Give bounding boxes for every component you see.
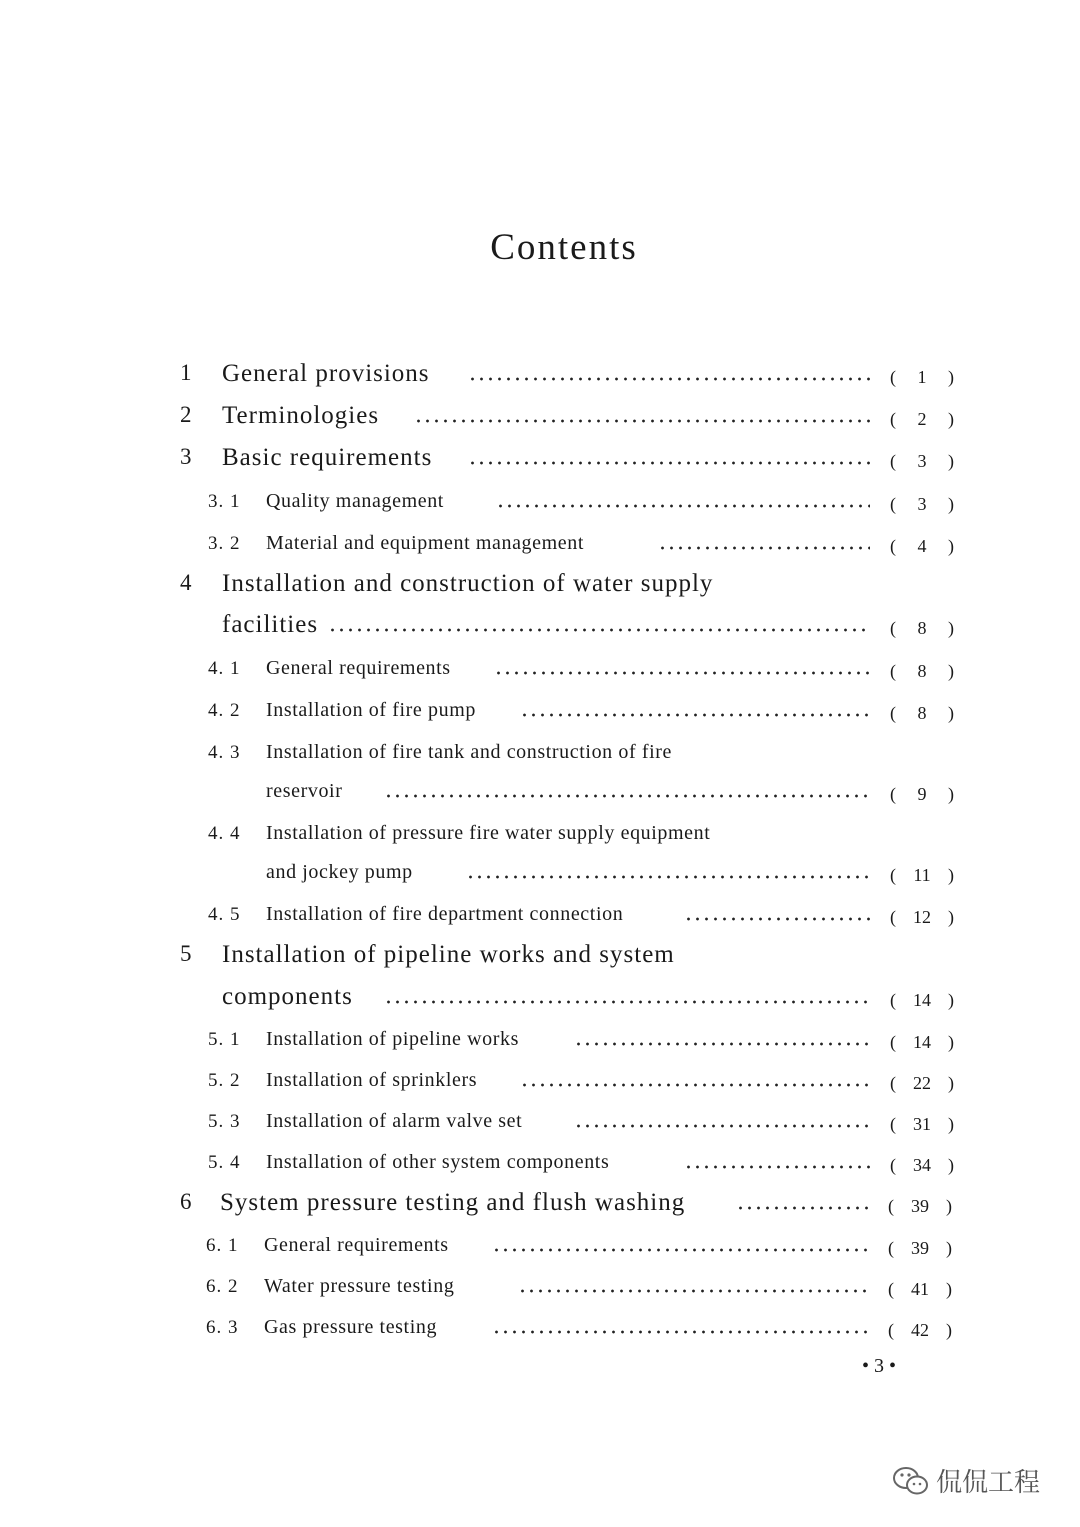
toc-number: 3. 1 bbox=[208, 491, 241, 512]
toc-title: Quality management bbox=[266, 490, 444, 512]
page-title: Contents bbox=[490, 227, 638, 268]
toc-page: ( 22 ) bbox=[890, 1073, 954, 1093]
toc-number: 6. 3 bbox=[206, 1317, 239, 1338]
toc-number: 4. 4 bbox=[208, 823, 241, 844]
toc-title: Installation of pipeline works bbox=[266, 1028, 519, 1050]
wechat-icon bbox=[892, 1465, 930, 1497]
toc-title: Gas pressure testing bbox=[264, 1316, 438, 1338]
toc-entry[interactable] bbox=[208, 527, 954, 557]
toc-page: ( 3 ) bbox=[890, 451, 954, 471]
toc-entry[interactable] bbox=[208, 1023, 954, 1053]
toc-entry[interactable] bbox=[180, 442, 954, 472]
toc-number: 5. 1 bbox=[208, 1029, 241, 1050]
toc-number: 5. 4 bbox=[208, 1152, 241, 1173]
leader-dots bbox=[684, 916, 870, 922]
toc-title: Installation of pressure fire water supply equipment bbox=[266, 822, 711, 844]
toc-title: Installation and construction of water supply bbox=[222, 570, 714, 597]
toc-entry[interactable] bbox=[208, 485, 954, 515]
leader-dots bbox=[384, 793, 870, 799]
toc-entry[interactable] bbox=[180, 400, 954, 430]
toc-entry[interactable] bbox=[180, 1187, 950, 1217]
toc-title-continuation: reservoir bbox=[266, 780, 343, 802]
leader-dots bbox=[574, 1041, 870, 1047]
toc-number: 4 bbox=[180, 570, 192, 595]
toc-number: 6 bbox=[180, 1189, 192, 1214]
toc-entry-continuation[interactable] bbox=[180, 981, 954, 1011]
toc-number: 3. 2 bbox=[208, 533, 241, 554]
toc-number: 2 bbox=[180, 402, 192, 427]
toc-number: 6. 1 bbox=[206, 1235, 239, 1256]
toc-entry[interactable] bbox=[180, 939, 950, 969]
toc-title: Installation of other system components bbox=[266, 1151, 610, 1173]
toc-number: 5 bbox=[180, 941, 192, 966]
toc-entry[interactable] bbox=[208, 898, 954, 928]
toc-title: Installation of alarm valve set bbox=[266, 1110, 523, 1132]
toc-entry[interactable] bbox=[206, 1270, 952, 1300]
toc-page: ( 31 ) bbox=[890, 1114, 954, 1134]
toc-entry[interactable] bbox=[208, 1146, 954, 1176]
leader-dots bbox=[658, 545, 870, 551]
toc-title: General provisions bbox=[222, 360, 430, 387]
toc-number: 1 bbox=[180, 360, 192, 385]
toc-entry[interactable] bbox=[208, 1064, 954, 1094]
toc-title: General requirements bbox=[264, 1234, 449, 1256]
toc-entry[interactable] bbox=[206, 1311, 952, 1341]
toc-title: Installation of fire pump bbox=[266, 699, 476, 721]
toc-title: Basic requirements bbox=[222, 444, 433, 471]
toc-page: ( 12 ) bbox=[890, 907, 954, 927]
toc-entry[interactable] bbox=[208, 694, 954, 724]
toc-title: Installation of sprinklers bbox=[266, 1069, 478, 1091]
toc-page: ( 3 ) bbox=[890, 494, 954, 514]
page-number-footer: • 3 • bbox=[862, 1355, 897, 1377]
toc-page: ( 41 ) bbox=[888, 1279, 952, 1299]
leader-dots bbox=[574, 1123, 870, 1129]
toc-page: ( 2 ) bbox=[890, 409, 954, 429]
leader-dots bbox=[520, 712, 870, 718]
toc-title: Material and equipment management bbox=[266, 532, 585, 554]
leader-dots bbox=[492, 1247, 868, 1253]
toc-number: 4. 3 bbox=[208, 742, 241, 763]
toc-number: 6. 2 bbox=[206, 1276, 239, 1297]
leader-dots bbox=[468, 376, 870, 382]
toc-page: ( 8 ) bbox=[890, 661, 954, 681]
toc-title: System pressure testing and flush washing bbox=[220, 1189, 686, 1216]
toc-entry[interactable] bbox=[180, 568, 950, 598]
toc-number: 4. 5 bbox=[208, 904, 241, 925]
toc-page: ( 9 ) bbox=[890, 784, 954, 804]
watermark-text: 侃侃工程 bbox=[936, 1468, 1041, 1498]
toc-title: Terminologies bbox=[222, 402, 380, 429]
toc-title-continuation: components bbox=[222, 983, 353, 1010]
toc-number: 4. 1 bbox=[208, 658, 241, 679]
toc-number: 5. 2 bbox=[208, 1070, 241, 1091]
toc-number: 5. 3 bbox=[208, 1111, 241, 1132]
toc-entry[interactable] bbox=[180, 358, 954, 388]
toc-title-continuation: and jockey pump bbox=[266, 861, 413, 883]
toc-page: ( 42 ) bbox=[888, 1320, 952, 1340]
toc-title: General requirements bbox=[266, 657, 451, 679]
toc-page: ( 11 ) bbox=[890, 865, 954, 885]
toc-entry[interactable] bbox=[208, 1105, 954, 1135]
toc-page: ( 14 ) bbox=[890, 1032, 954, 1052]
leader-dots bbox=[468, 460, 870, 466]
toc-page: ( 8 ) bbox=[890, 618, 954, 638]
toc-number: 3 bbox=[180, 444, 192, 469]
leader-dots bbox=[496, 503, 870, 509]
leader-dots bbox=[494, 670, 870, 676]
toc-page: ( 39 ) bbox=[888, 1196, 952, 1216]
toc-title: Water pressure testing bbox=[264, 1275, 455, 1297]
toc-page: ( 8 ) bbox=[890, 703, 954, 723]
toc-title: Installation of fire department connection bbox=[266, 903, 624, 925]
leader-dots bbox=[492, 1329, 868, 1335]
toc-entry-continuation[interactable] bbox=[180, 609, 954, 639]
toc-title: Installation of pipeline works and system bbox=[222, 941, 675, 968]
leader-dots bbox=[384, 999, 870, 1005]
toc-title-continuation: facilities bbox=[222, 611, 319, 638]
leader-dots bbox=[466, 874, 870, 880]
toc-number: 4. 2 bbox=[208, 700, 241, 721]
toc-page: ( 39 ) bbox=[888, 1238, 952, 1258]
leader-dots bbox=[520, 1082, 870, 1088]
toc-page: ( 1 ) bbox=[890, 367, 954, 387]
leader-dots bbox=[518, 1288, 868, 1294]
leader-dots bbox=[414, 418, 870, 424]
toc-page: ( 4 ) bbox=[890, 536, 954, 556]
toc-entry[interactable] bbox=[206, 1229, 952, 1259]
toc-page: ( 34 ) bbox=[890, 1155, 954, 1175]
leader-dots bbox=[684, 1164, 870, 1170]
watermark bbox=[892, 1462, 1040, 1499]
toc-entry[interactable] bbox=[208, 652, 954, 682]
leader-dots bbox=[736, 1205, 870, 1211]
toc-title: Installation of fire tank and construction of fire bbox=[266, 741, 672, 763]
toc-entry-continuation[interactable] bbox=[208, 775, 954, 805]
leader-dots bbox=[328, 627, 870, 633]
toc-entry-continuation[interactable] bbox=[208, 856, 954, 886]
toc-page: ( 14 ) bbox=[890, 990, 954, 1010]
toc-entry[interactable] bbox=[208, 817, 950, 847]
toc-entry[interactable] bbox=[208, 736, 950, 766]
